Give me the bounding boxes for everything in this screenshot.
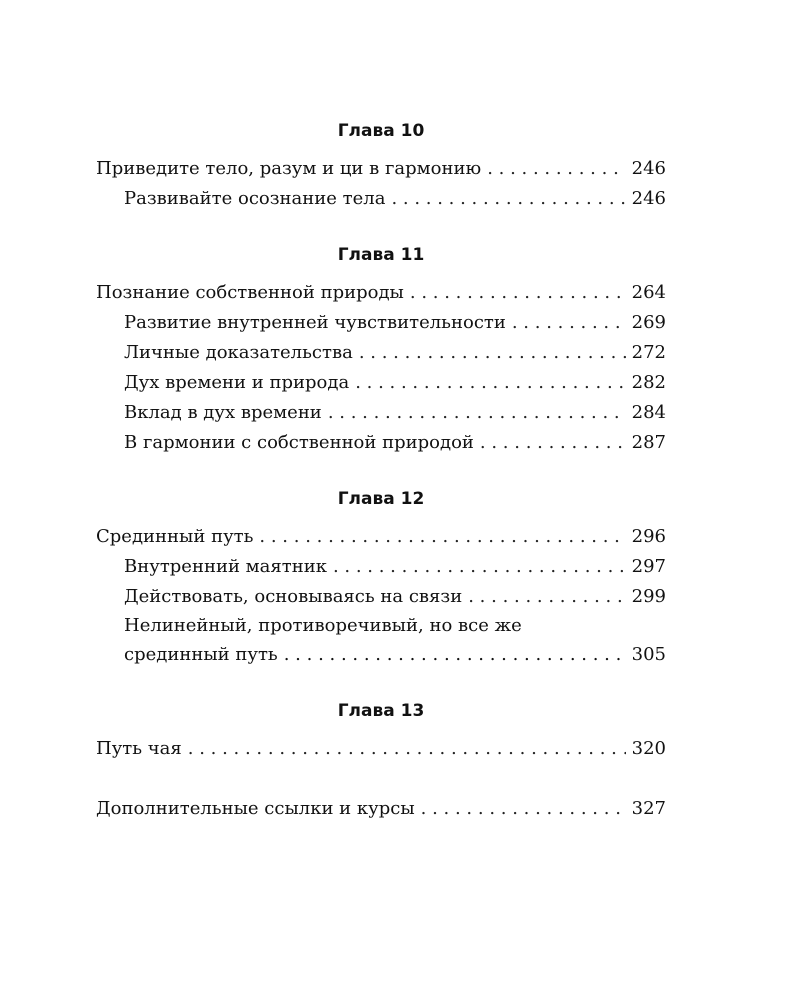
toc-entry-page: 287 — [631, 432, 666, 453]
toc-entry-page: 246 — [631, 188, 666, 209]
dot-leader — [391, 184, 625, 214]
toc-entry-label: Действовать, основываясь на связи — [124, 586, 463, 607]
toc-entry-label: В гармонии с собственной природой — [124, 432, 474, 453]
toc-entry-label-line2: срединный путь — [124, 644, 278, 665]
table-of-contents — [96, 112, 666, 824]
toc-entry[interactable] — [96, 522, 666, 552]
toc-entry-page: 272 — [631, 342, 666, 363]
toc-subentry[interactable] — [96, 398, 666, 428]
toc-entry-page: 296 — [631, 526, 666, 547]
toc-subentry-wrapped[interactable] — [96, 612, 666, 670]
chapter-title: Глава 11 — [337, 245, 425, 265]
toc-entry-label: Развивайте осознание тела — [124, 188, 386, 209]
toc-entry-appendix[interactable] — [96, 794, 666, 824]
toc-entry-page: 246 — [631, 158, 666, 179]
toc-subentry[interactable] — [96, 428, 666, 458]
toc-subentry[interactable] — [96, 338, 666, 368]
dot-leader — [487, 154, 625, 184]
dot-leader — [328, 398, 626, 428]
chapter-title: Глава 12 — [337, 489, 425, 509]
dot-leader — [410, 278, 626, 308]
dot-leader — [188, 734, 626, 764]
dot-leader — [333, 552, 626, 582]
toc-entry-page: 269 — [631, 312, 666, 333]
toc-entry-page: 297 — [631, 556, 666, 577]
toc-entry-label-line1: Нелинейный, противоречивый, но все же — [124, 615, 522, 636]
toc-subentry[interactable] — [96, 368, 666, 398]
toc-entry-label: Развитие внутренней чувствительности — [124, 312, 506, 333]
toc-entry-label: Дух времени и природа — [124, 372, 350, 393]
toc-entry-label: Путь чая — [96, 738, 182, 759]
toc-entry-label: Внутренний маятник — [124, 556, 327, 577]
dot-leader — [468, 582, 625, 612]
toc-entry-page: 320 — [631, 738, 666, 759]
toc-entry-label: Познание собственной природы — [96, 282, 404, 303]
toc-subentry[interactable] — [96, 184, 666, 214]
toc-entry-page: 284 — [631, 402, 666, 423]
dot-leader — [421, 794, 626, 824]
toc-entry-label: Дополнительные ссылки и курсы — [96, 798, 415, 819]
dot-leader — [359, 338, 626, 368]
dot-leader — [512, 308, 626, 338]
toc-entry[interactable] — [96, 154, 666, 184]
toc-entry-page: 264 — [631, 282, 666, 303]
dot-leader — [284, 640, 626, 670]
toc-entry-label: Вклад в дух времени — [124, 402, 322, 423]
toc-entry[interactable] — [96, 278, 666, 308]
dot-leader — [355, 368, 625, 398]
toc-entry-page: 327 — [631, 798, 666, 819]
toc-entry-page: 305 — [631, 644, 666, 665]
toc-entry-label: Приведите тело, разум и ци в гармонию — [96, 158, 482, 179]
toc-entry[interactable] — [96, 734, 666, 764]
toc-entry-label: Личные доказательства — [124, 342, 353, 363]
toc-subentry[interactable] — [96, 582, 666, 612]
toc-entry-page: 299 — [631, 586, 666, 607]
dot-leader — [259, 522, 625, 552]
toc-subentry[interactable] — [96, 308, 666, 338]
chapter-title: Глава 13 — [337, 701, 425, 721]
dot-leader — [480, 428, 626, 458]
toc-subentry[interactable] — [96, 552, 666, 582]
chapter-title: Глава 10 — [337, 121, 425, 141]
toc-entry-page: 282 — [631, 372, 666, 393]
toc-entry-label: Срединный путь — [96, 526, 254, 547]
